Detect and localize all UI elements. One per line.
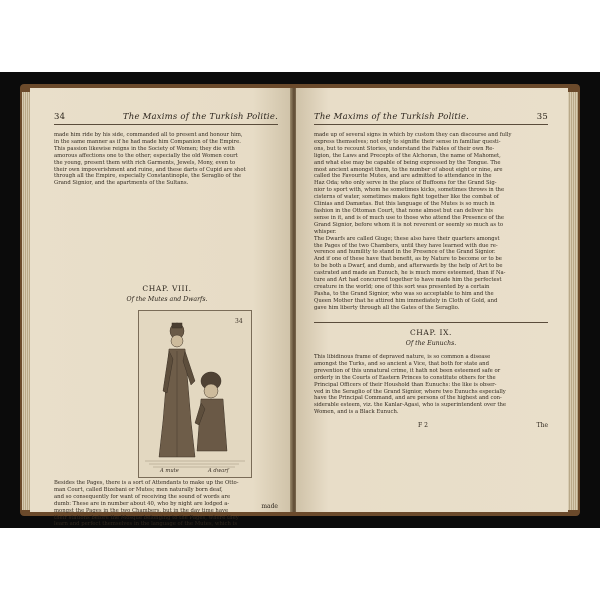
text-line: amongst the Turks, and so ancient a Vice, that both for state and: [314, 360, 489, 367]
section-rule: [314, 322, 548, 323]
right-chapter-subtitle: Of the Eunuchs.: [405, 340, 457, 347]
right-running-title: The Maxims of the Turkish Politie.: [314, 112, 470, 122]
text-line: This libidinous frame of depraved nature, is so common a disease: [314, 354, 491, 360]
text-line: and what else may be capable of being expressed by the Tongue. The: [314, 159, 501, 166]
text-line: their own impoverishment and ruine, and these darts of Cupid are shot: [54, 166, 246, 173]
engraving-figure: [138, 310, 252, 478]
text-line: sense in it, and is of much use to those who attend the Presence of the: [314, 214, 505, 221]
text-line: in the same manner as if he had made him Companion of the Empire.: [54, 138, 241, 145]
text-line: orderly in the Courts of Eastern Princes to constitute others for the: [314, 374, 496, 381]
left-chapter-subtitle: Of the Mutes and Dwarfs.: [126, 296, 208, 303]
text-line: man Court, called Bizebani or Mutes; men naturally born deaf,: [54, 486, 223, 493]
figure-caption-mute: A mute: [160, 468, 179, 474]
left-page-edges: [22, 92, 30, 510]
text-line: mongst the Pages in the two Chambers, but in the day time have: [54, 507, 229, 514]
text-line: made up of several signs in which by custom they can discourse and fully: [314, 132, 512, 138]
text-line: castrated and made an Eunuch, he is much more esteemed, than if Na-: [314, 270, 506, 277]
left-chapter-heading: CHAP. VIII.: [142, 284, 192, 293]
mute-and-dwarf-engraving: [139, 311, 251, 477]
right-body-text: [314, 354, 548, 416]
text-line: fashion in the Ottoman Court, that none almost but can deliver his: [314, 207, 493, 214]
text-line: Pasha, to the Grand Signior, who was so acceptable to him and the: [314, 290, 494, 297]
text-line: amorous affections one to the other; especially the old Women court: [54, 152, 238, 159]
figure-number: 34: [235, 318, 243, 325]
text-line: through all the Empire, especially Constantinople, the Seraglio of the: [54, 173, 242, 180]
left-page-number: 34: [54, 112, 66, 122]
text-line: their stations before the Mosque belonging to the Pages, where they: [54, 514, 239, 521]
text-line: nior to sport with, whom he sometimes kicks, sometimes throws in the: [314, 187, 505, 194]
text-line: siderable esteem, viz. the Kanlar-Agasi, who is superintendent over the: [314, 402, 507, 409]
text-line: made him ride by his side, commanded all to present and honour him,: [54, 132, 243, 138]
right-top-text: [314, 132, 548, 312]
text-line: cisterns of water, sometimes makes fight together like the combat of: [314, 194, 499, 201]
text-line: This passion likewise reigns in the Society of Women; they die with: [54, 145, 235, 152]
left-page: [30, 88, 292, 528]
signature-mark: F 2: [418, 422, 428, 429]
left-catchword: made: [261, 503, 278, 510]
left-running-title: The Maxims of the Turkish Politie.: [122, 112, 278, 122]
left-body-text: [54, 480, 280, 528]
right-chapter-heading: CHAP. IX.: [409, 328, 453, 337]
left-running-head: [54, 112, 278, 125]
text-line: ons, but to recount Stories, understand the Fables of their own Re-: [314, 145, 495, 152]
text-line: the young, present them with rich Garments, Jewels, Mony, even to: [54, 159, 236, 166]
text-line: Grand Signior, and the apartments of the Sultans.: [54, 180, 189, 187]
left-top-text: [54, 132, 280, 187]
text-line: The Dwarfs are called Giuge; these also have their quarters amongst: [314, 235, 500, 242]
right-page-number: 35: [536, 112, 548, 122]
text-line: and so consequently for want of receiving the sound of words are: [54, 493, 231, 500]
text-line: to be both a Dwarf, and dumb, and afterwards by the help of Art to be: [314, 263, 503, 270]
text-line: ved in the Seraglio of the Grand Signior, where two Eunuchs especially: [314, 388, 506, 395]
text-line: Besides the Pages, there is a sort of Attendants to make up the Otto-: [54, 480, 239, 486]
figure-caption-dwarf: A dwarf: [208, 468, 229, 474]
right-page: [296, 88, 568, 512]
text-line: learn and perfect themselves in the language of the Mutes, which is: [54, 521, 238, 528]
text-line: creature in the world; one of this sort was presented by a certain: [314, 283, 490, 290]
text-line: whisper.: [314, 228, 337, 235]
text-line: And if one of these have that benefit, as by Nature to become or to be: [314, 256, 502, 263]
text-line: Clinias and Damætas. But this language of the Mutes is so much in: [314, 201, 495, 208]
text-line: ture and Art had concurred together to have made him the perfectest: [314, 277, 502, 284]
right-running-head: [314, 112, 548, 125]
text-line: called the Favourite Mutes, and are admitted to attendance in the: [314, 173, 492, 180]
text-line: Women, and is a Black Eunuch.: [314, 409, 399, 416]
text-line: Queen Mother that he attired him immediately in Cloth of Gold, and: [314, 297, 498, 304]
text-line: express themselves; not only to signifie their sense in familiar questi-: [314, 138, 501, 145]
text-line: Principal Officers of their Houshold than Eunuchs: the like is obser-: [314, 381, 497, 388]
open-book: [20, 84, 580, 528]
text-line: Haz Oda; who only serve in the place of Buffoons for the Grand Sig-: [314, 180, 497, 187]
text-line: ligion, the Laws and Precepts of the Alchoran, the name of Mahomet,: [314, 152, 501, 159]
right-page-edges: [568, 92, 578, 510]
text-line: gave him liberty through all the Gates of the Seraglio.: [314, 304, 460, 311]
text-line: prevention of this unnatural crime, it hath not been esteemed safe or: [314, 367, 501, 374]
text-line: Grand Signior, before whom it is not reverent or seemly so much as to: [314, 221, 504, 228]
text-line: the Pages of the two Chambers, until they have learned with due re-: [314, 242, 498, 249]
text-line: verence and humility to stand in the Presence of the Grand Signior.: [314, 249, 496, 256]
text-line: have the Principal Command, and are persons of the highest and con-: [314, 395, 502, 402]
right-catchword: The: [536, 422, 548, 429]
text-line: most ancient amongst them, to the number of about eight or nine, are: [314, 166, 503, 173]
text-line: dumb: These are in number about 40, who by night are lodged a-: [54, 500, 230, 507]
